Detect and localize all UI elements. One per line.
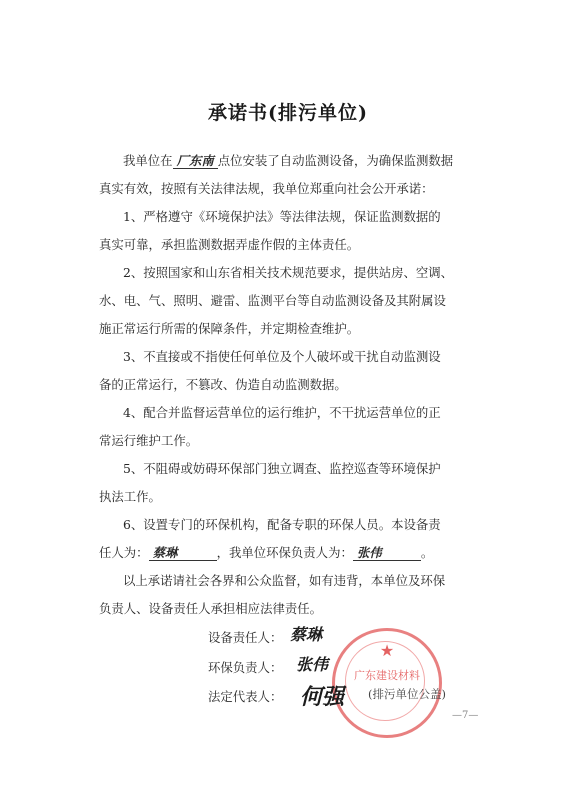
seal-note: (排污单位公盖) xyxy=(368,687,446,701)
item6-line-2: 任人为： 蔡琳 ，我单位环保负责人为： 张伟 。 xyxy=(99,545,434,560)
item4-line-2: 常运行维护工作。 xyxy=(99,433,199,448)
item2-line-1: 2、按照国家和山东省相关技术规范要求，提供站房、空调、 xyxy=(123,265,454,280)
item5-line-2: 执法工作。 xyxy=(99,489,161,504)
item6-line-1: 6、设置专门的环保机构，配备专职的环保人员。本设备责 xyxy=(123,517,441,532)
closing-line-1: 以上承诺请社会各界和公众监督，如有违背，本单位及环保 xyxy=(123,573,446,588)
env-person-signature-inline: 张伟 xyxy=(353,546,421,561)
env-responsible-signature: 张伟 xyxy=(296,655,329,674)
page-number: —7— xyxy=(452,710,479,721)
item4-line-1: 4、配合并监督运营单位的运行维护，不干扰运营单位的正 xyxy=(123,405,441,420)
item2-line-3: 施正常运行所需的保障条件，并定期检查维护。 xyxy=(99,321,360,336)
company-seal-stamp xyxy=(332,628,442,738)
intro-line-1: 我单位在 厂东南 点位安装了自动监测设备，为确保监测数据 xyxy=(123,153,454,168)
seal-star-icon: ★ xyxy=(379,641,395,660)
seal-text: 广东建设材料 xyxy=(354,669,420,682)
equipment-responsible-label: 设备责任人： xyxy=(208,630,283,645)
env-responsible-label: 环保负责人： xyxy=(208,660,283,675)
item2-line-2: 水、电、气、照明、避雷、监测平台等自动监测设备及其附属设 xyxy=(99,293,446,308)
equipment-person-signature-inline: 蔡琳 xyxy=(149,546,217,561)
closing-line-2: 负责人、设备责任人承担相应法律责任。 xyxy=(99,601,323,616)
item3-line-1: 3、不直接或不指使任何单位及个人破坏或干扰自动监测设 xyxy=(123,349,441,364)
legal-representative-label: 法定代表人： xyxy=(208,689,283,704)
item1-line-1: 1、严格遵守《环境保护法》等法律法规，保证监测数据的 xyxy=(123,209,441,224)
item3-line-2: 备的正常运行，不篡改、伪造自动监测数据。 xyxy=(99,377,347,392)
item5-line-1: 5、不阻碍或妨碍环保部门独立调查、监控巡查等环境保护 xyxy=(123,461,441,476)
legal-representative-signature: 何强 xyxy=(300,685,345,710)
intro-line-2: 真实有效，按照有关法律法规，我单位郑重向社会公开承诺： xyxy=(99,181,434,196)
document-title: 承诺书(排污单位) xyxy=(208,102,368,124)
item1-line-2: 真实可靠，承担监测数据弄虚作假的主体责任。 xyxy=(99,237,360,252)
equipment-responsible-signature: 蔡琳 xyxy=(290,625,323,644)
location-handwritten: 厂东南 xyxy=(173,154,218,169)
